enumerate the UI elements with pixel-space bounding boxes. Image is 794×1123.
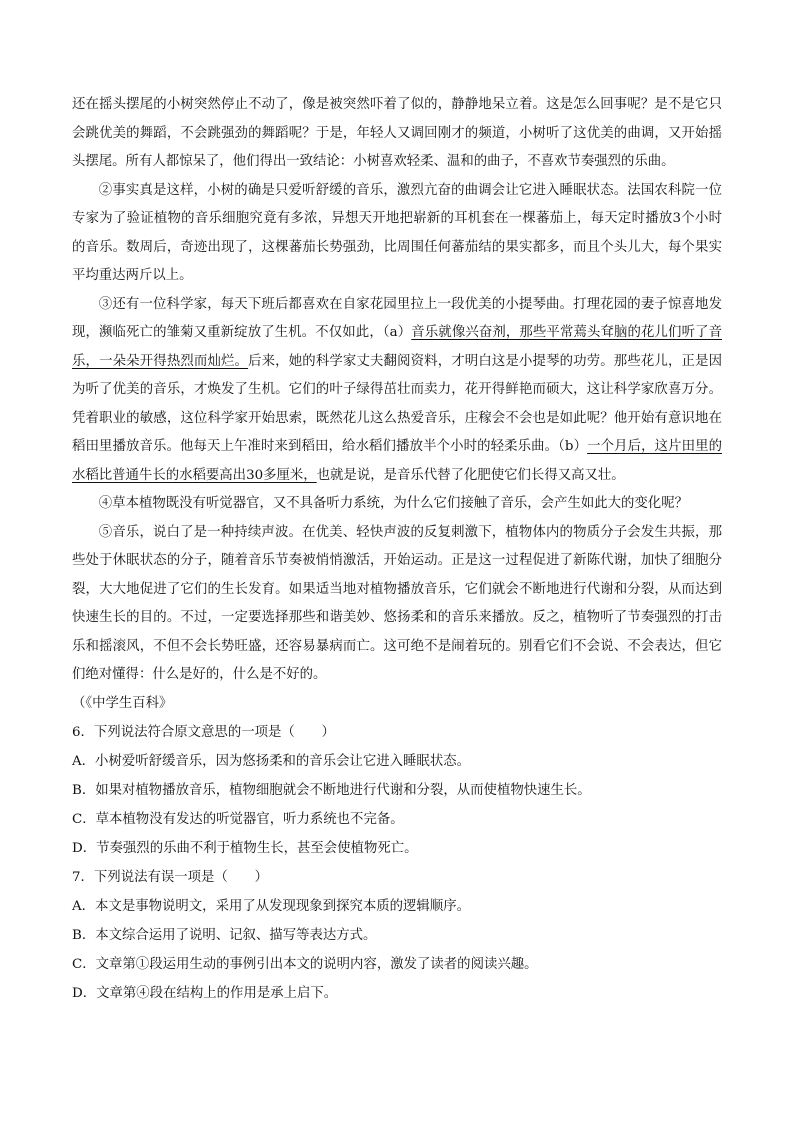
question-6-option-b: B．如果对植物播放音乐，植物细胞就会不断地进行代谢和分裂，从而使植物快速生长。 — [72, 783, 591, 798]
question-6-option-d: D．节奏强烈的乐曲不利于植物生长，甚至会使植物死亡。 — [72, 841, 418, 856]
underlined-sentence-b: 一个月后，这片田里的水稻比普通牛长的水稻要高出30多厘米， — [72, 439, 723, 483]
question-7-option-c: C．文章第①段运用生动的事例引出本文的说明内容，激发了读者的阅读兴趣。 — [72, 957, 538, 972]
paragraph-2: ②事实真是这样，小树的确是只爱听舒缓的音乐，激烈亢奋的曲调会让它进入睡眠状态。法国农科院一位专家为了验证植物的音乐细胞究竟有多浓，异想天开地把崭新的耳机套在一棵蕃茄上，每天定时播放3个小时的音乐。数周后，奇迹出现了，这棵蕃茄长势强劲，比周围任何蕃茄结的果实都多，而且个头儿大，每个果实平均重达两斤以上。 — [72, 182, 722, 283]
question-6-stem: 6．下列说法符合原文意思的一项是（ ） — [72, 725, 335, 740]
paragraph-continued: 还在摇头摆尾的小树突然停止不动了，像是被突然吓着了似的，静静地呆立着。这是怎么回事呢？是不是它只会跳优美的舞蹈，不会跳强劲的舞蹈呢？于是，年轻人又调回刚才的频道，小树听了这优美的曲调，又开始摇头摆尾。所有人都惊呆了，他们得出一致结论：小树喜欢轻柔、温和的曲子，不喜欢节奏强烈的乐曲。 — [72, 97, 722, 169]
paragraph-3 — [72, 291, 722, 491]
underlined-sentence-a: 音乐就像兴奋剂，那些平常蔫头耷脑的花儿们听了音乐，一朵朵开得热烈而灿烂。 — [72, 325, 722, 369]
article-body — [72, 91, 722, 718]
question-6-option-c: C．草本植物没有发达的听觉器官，听力系统也不完备。 — [72, 812, 404, 827]
questions-section — [72, 718, 722, 1008]
question-6-option-a: A．小树爱听舒缓音乐，因为悠扬柔和的音乐会让它进入睡眠状态。 — [72, 754, 470, 769]
paragraph-3-text-c: 也就是说，是音乐代替了化肥使它们长得又高又壮。 — [316, 467, 625, 483]
source-citation: （《中学生百科》 — [72, 695, 173, 711]
paragraph-5: ⑤音乐，说白了是一种持续声波。在优美、轻快声波的反复刺激下，植物体内的物质分子会发生共振，那些处于休眠状态的分子，随着音乐节奏被悄悄激活，开始运动。正是这一过程促进了新陈代谢，加快了细胞分裂，大大地促进了它们的生长发育。如果适当地对植物播放音乐，它们就会不断地进行代谢和分裂，从而达到快速生长的目的。不过，一定要选择那些和谐美妙、悠扬柔和的音乐来播放。反之，植物听了节奏强烈的打击乐和摇滚风，不但不会长势旺盛，还容易暴病而亡。这可绝不是闹着玩的。别看它们不会说、不会表达，但它们绝对懂得：什么是好的，什么是不好的。 — [72, 524, 722, 682]
paragraph-4: ④草本植物既没有听觉器官，又不具备听力系统，为什么它们接触了音乐，会产生如此大的变化呢？ — [98, 496, 688, 511]
content-column — [72, 91, 722, 1008]
question-7-option-d: D．文章第④段在结构上的作用是承上启下。 — [72, 986, 338, 1001]
paragraph-3-text-b: 后来，她的科学家丈夫翻阅资料，才明白这是小提琴的功劳。那些花儿，正是因为听了优美的音乐，才焕发了生机。它们的叶子绿得茁壮而卖力，花开得鲜艳而硕大，这让科学家欣喜万分。凭着职业的敏感，这位科学家开始思索，既然花儿这么热爱音乐，庄稼会不会也是如此呢？他开始有意识地在稻田里播放音乐。他每天上午准时来到稻田，给水稻们播放半个小时的轻柔乐曲。（b） — [72, 353, 723, 454]
question-7-option-b: B．本文综合运用了说明、记叙、描写等表达方式。 — [72, 928, 377, 943]
question-7-option-a: A．本文是事物说明文，采用了从发现现象到探究本质的逻辑顺序。 — [72, 899, 470, 914]
paragraph-3-text-a: ③还有一位科学家，每天下班后都喜欢在自家花园里拉上一段优美的小提琴曲。打理花园的妻子惊喜地发现，濒临死亡的雏菊又重新绽放了生机。不仅如此，（a） — [72, 296, 722, 340]
question-7-stem: 7．下列说法有误一项是（ ） — [72, 870, 268, 885]
